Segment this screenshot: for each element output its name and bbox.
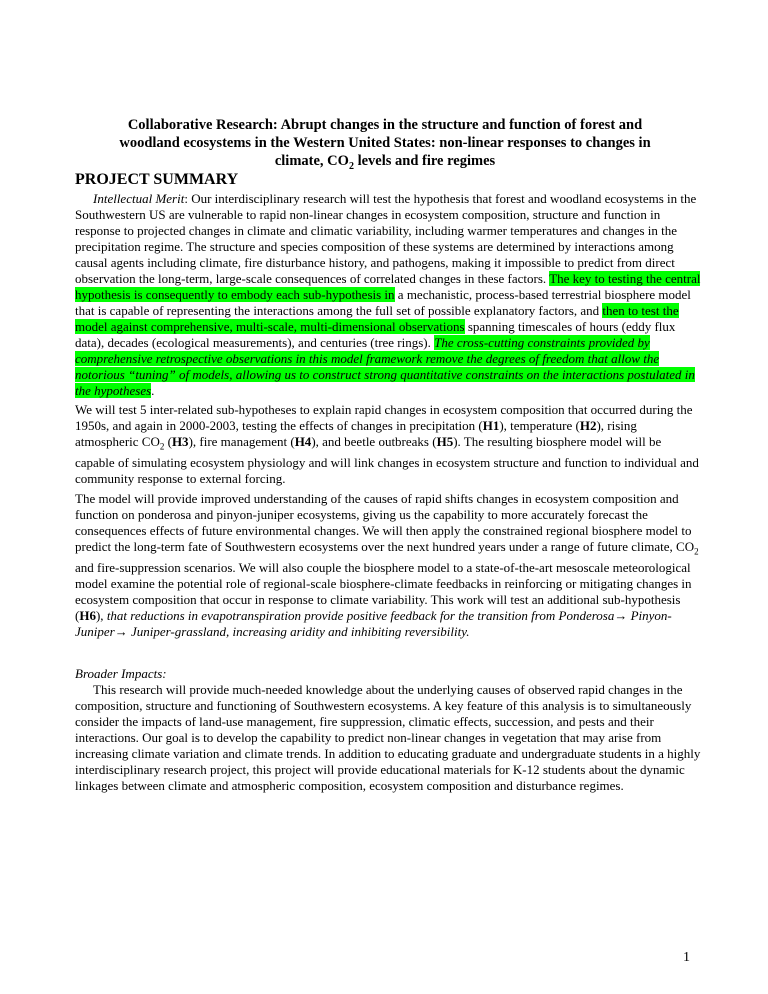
subscript-2: 2	[348, 160, 354, 172]
hypothesis-h2: H2	[579, 418, 597, 433]
model-paragraph: The model will provide improved understanding of the causes of rapid shifts changes in ecosystem composition and function on ponderosa and pinyon-juniper ecosystems, giving us the capability to more accurately forecast the consequences effects of future environmental changes. We will then apply the constrained regional biosphere model to predict the long-term fate of Southwestern ecosystems over the next hundred years under a range of future climate, $CO_2$ and fire-suppression scenarios. We will also couple the biosphere model to a state-of-the-art mesoscale meteorological model examine the potential role of regional-scale biosphere-climate feedbacks in reinforcing or mitigating changes in ecosystem composition that occur in response to climate variability. This work will test an additional sub-hypothesis (H6), that reductions in evapotranspiration provide positive feedback for the transition from Ponderosa→ Pinyon-Juniper→ Juniper-grassland, increasing aridity and inhibiting reversibility.	[75, 491, 699, 639]
hypothesis-h5: H5	[436, 434, 454, 449]
section-heading: PROJECT SUMMARY	[75, 171, 239, 188]
arrow-icon: →	[614, 607, 628, 623]
intellectual-merit-label: Intellectual Merit	[93, 191, 185, 206]
broader-impacts-label: Broader Impacts:	[75, 666, 167, 681]
hypothesis-h1: H1	[482, 418, 500, 433]
title-line-2: woodland ecosystems in the Western United States: non-linear responses to changes in	[119, 135, 651, 151]
hypothesis-h3: H3	[171, 434, 189, 449]
sub-hypotheses-paragraph: We will test 5 inter-related sub-hypotheses to explain rapid changes in ecosystem composition that occurred during the 1950s, and again in 2000-2003, testing the effects of changes in precipitation (H1), temperature (H2), rising atmospheric $CO_2$ (H3), fire management (H4), and beetle outbreaks (H5). The resulting biosphere model will be capable of simulating ecosystem physiology and will link changes in ecosystem structure and function to individual and community response to external forcing.	[75, 402, 699, 486]
title-line-1: Collaborative Research: Abrupt changes in the structure and function of forest and	[127, 117, 643, 133]
highlight-3: The cross-cutting constraints provided by comprehensive retrospective observations in this model framework remove the degrees of freedom that allow the notorious “tuning” of models, allowing us to construct strong quantitative constraints on the interactions postulated in the hypotheses	[75, 335, 695, 398]
intellectual-merit-paragraph: Intellectual Merit: Our interdisciplinary research will test the hypothesis that forest and woodland ecosystems in the Southwestern US are vulnerable to rapid non-linear changes in ecosystem composition, structure and function in response to projected changes in climate and climatic variability, including warmer temperatures and changes in the precipitation regime. The structure and species composition of these systems are determined by interactions among causal agents including climate, fire disturbance history, and pathogens, making it impossible to predict from direct observation the long-term, large-scale consequences of correlated changes in these factors. The key to testing the central hypothesis is consequently to embody each sub-hypothesis in a mechanistic, process-based terrestrial biosphere model that is capable of representing the interactions among the full set of possible explanatory factors, and then to test the model against comprehensive, multi-scale, multi-dimensional observations spanning timescales of hours (eddy flux data), decades (ecological measurements), and centuries (tree rings). The cross-cutting constraints provided by comprehensive retrospective observations in this model framework remove the degrees of freedom that allow the notorious “tuning” of models, allowing us to construct strong quantitative constraints on the interactions postulated in the hypotheses.	[75, 191, 701, 398]
page-number: 1	[683, 950, 690, 965]
document-title	[90, 116, 680, 176]
arrow-icon: →	[114, 623, 128, 639]
highlight-1: The key to testing the central hypothesis is consequently to embody each sub-hypothesis in	[75, 271, 701, 302]
hypothesis-h6: H6	[79, 607, 96, 623]
broader-impacts-paragraph: Broader Impacts: This research will provide much-needed knowledge about the underlying causes of observed rapid changes in the composition, structure and functioning of Southwestern ecosystems. A key feature of this analysis is to simultaneously consider the impacts of land-use management, fire suppression, climatic effects, succession, and pests and their interactions. Our goal is to develop the capability to predict non-linear changes in vegetation that may arise from increasing climate variation and climate trends. In addition to educating graduate and undergraduate students in a highly interdisciplinary research project, this project will provide educational materials for K-12 students about the dynamic linkages between climate and atmospheric composition, ecosystem composition and disturbance regimes.	[75, 666, 701, 793]
hypothesis-h4: H4	[294, 434, 312, 449]
highlight-2: then to test the model against comprehensive, multi-scale, multi-dimensional observations	[75, 303, 679, 334]
title-line-3: climate, $CO_2$ levels and fire regimes	[274, 153, 496, 172]
